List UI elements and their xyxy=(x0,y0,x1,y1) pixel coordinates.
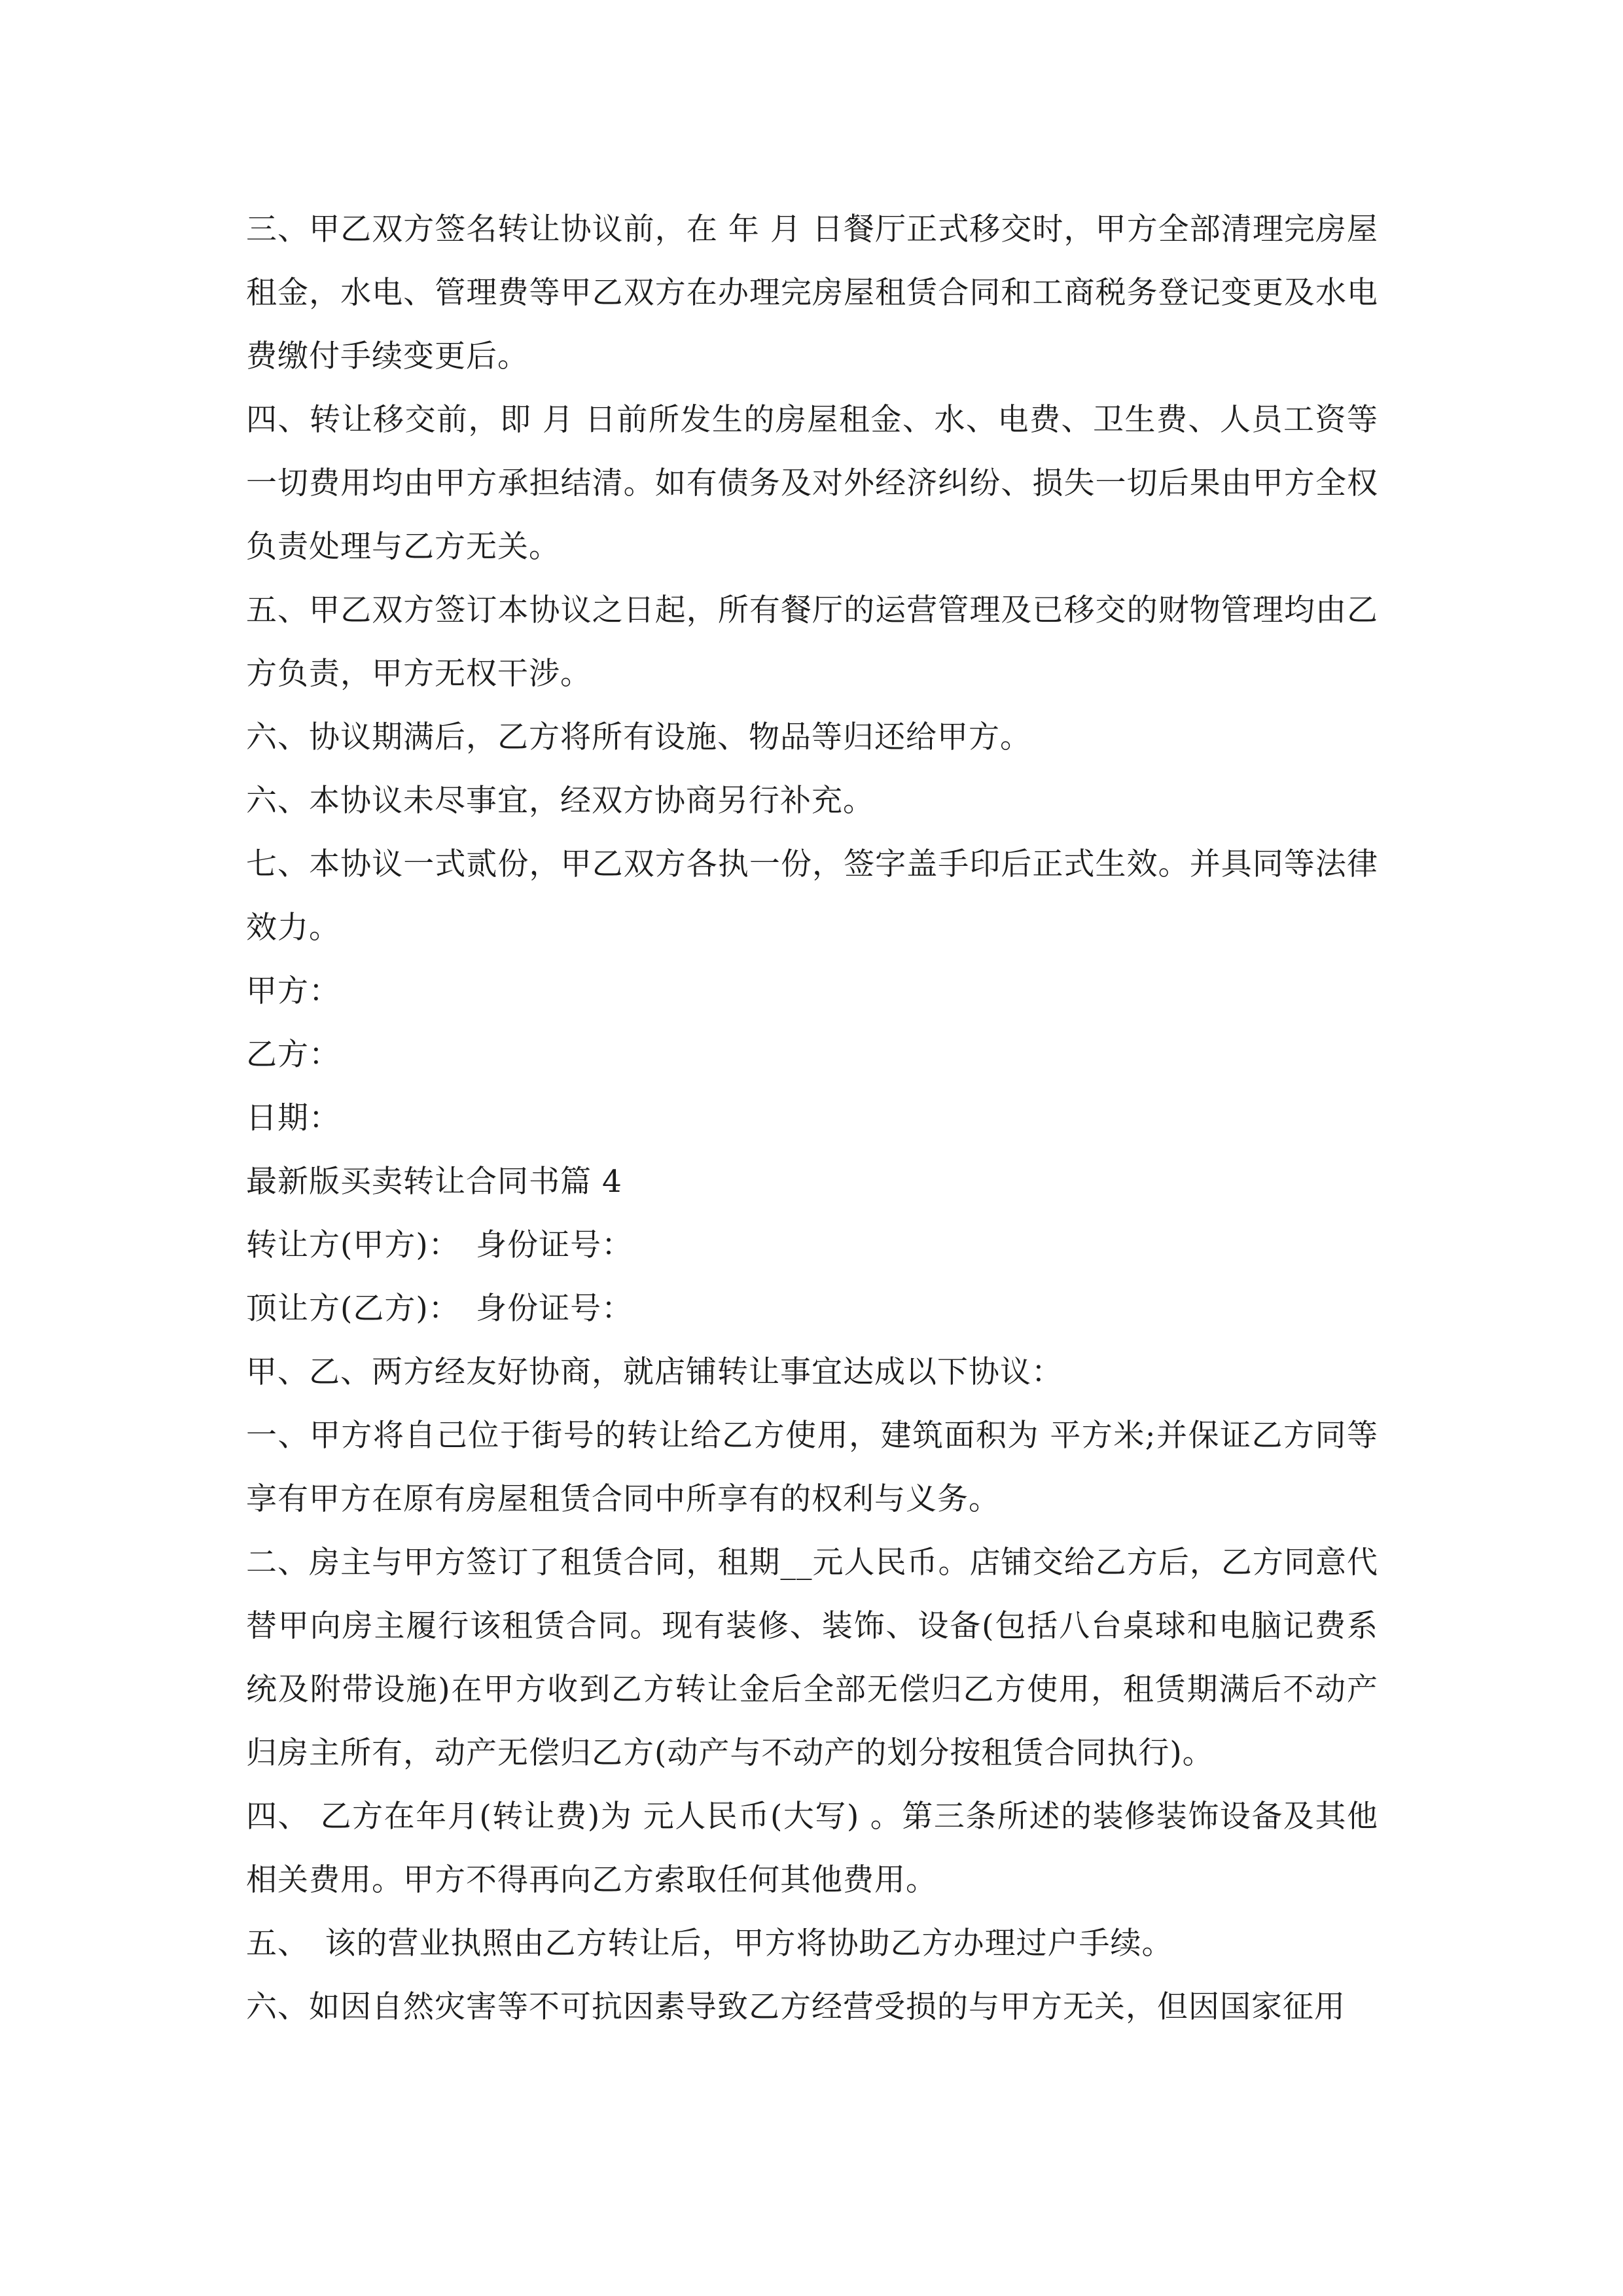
clause-4-paragraph: 四、转让移交前，即 月 日前所发生的房屋租金、水、电费、卫生费、人员工资等一切费用均由甲方承担结清。如有债务及对外经济纠纷、损失一切后果由甲方全权负责处理与乙方无关。 xyxy=(246,402,1378,565)
date-line: 日期： xyxy=(246,1100,340,1136)
article-6-paragraph: 六、如因自然灾害等不可抗因素导致乙方经营受损的与甲方无关，但因国家征用 xyxy=(246,1989,1346,2025)
article-4-paragraph: 四、 乙方在年月(转让费)为 元人民币(大写) 。第三条所述的装修装饰设备及其他相关费用。甲方不得再向乙方索取任何其他费用。 xyxy=(246,1799,1378,1898)
article-5-paragraph: 五、 该的营业执照由乙方转让后，甲方将协助乙方办理过户手续。 xyxy=(246,1926,1173,1962)
party-b-signature-line: 乙方： xyxy=(246,1037,340,1073)
transferor-line: 转让方(甲方)： 身份证号： xyxy=(246,1227,633,1263)
document-body xyxy=(246,198,1378,2039)
transferee-line: 顶让方(乙方)： 身份证号： xyxy=(246,1291,633,1327)
clause-3-paragraph: 三、甲乙双方签名转让协议前，在 年 月 日餐厅正式移交时，甲方全部清理完房屋租金，水电、管理费等甲乙双方在办理完房屋租赁合同和工商税务登记变更及水电费缴付手续变更后。 xyxy=(246,211,1378,374)
party-a-signature-line: 甲方： xyxy=(246,973,340,1009)
clause-5-paragraph: 五、甲乙双方签订本协议之日起，所有餐厅的运营管理及已移交的财物管理均由乙方负责，甲方无权干涉。 xyxy=(246,592,1378,692)
clause-6-paragraph: 六、协议期满后，乙方将所有设施、物品等归还给甲方。 xyxy=(246,719,1031,755)
agreement-intro-paragraph: 甲、乙、两方经友好协商，就店铺转让事宜达成以下协议： xyxy=(246,1354,1063,1390)
article-1-paragraph: 一、甲方将自己位于街号的转让给乙方使用，建筑面积为 平方米;并保证乙方同等享有甲方在原有房屋租赁合同中所享有的权利与义务。 xyxy=(246,1418,1378,1517)
section-title: 最新版买卖转让合同书篇 4 xyxy=(246,1164,622,1200)
article-2-paragraph: 二、房主与甲方签订了租赁合同，租期__元人民币。店铺交给乙方后，乙方同意代替甲向房主履行该租赁合同。现有装修、装饰、设备(包括八台桌球和电脑记费系统及附带设施)在甲方收到乙方转让金后全部无偿归乙方使用，租赁期满后不动产归房主所有，动产无偿归乙方(动产与不动产的划分按租赁合同执行)。 xyxy=(246,1545,1378,1771)
clause-7-paragraph: 七、本协议一式贰份，甲乙双方各执一份，签字盖手印后正式生效。并具同等法律效力。 xyxy=(246,846,1378,946)
clause-6b-paragraph: 六、本协议未尽事宜，经双方协商另行补充。 xyxy=(246,783,874,819)
